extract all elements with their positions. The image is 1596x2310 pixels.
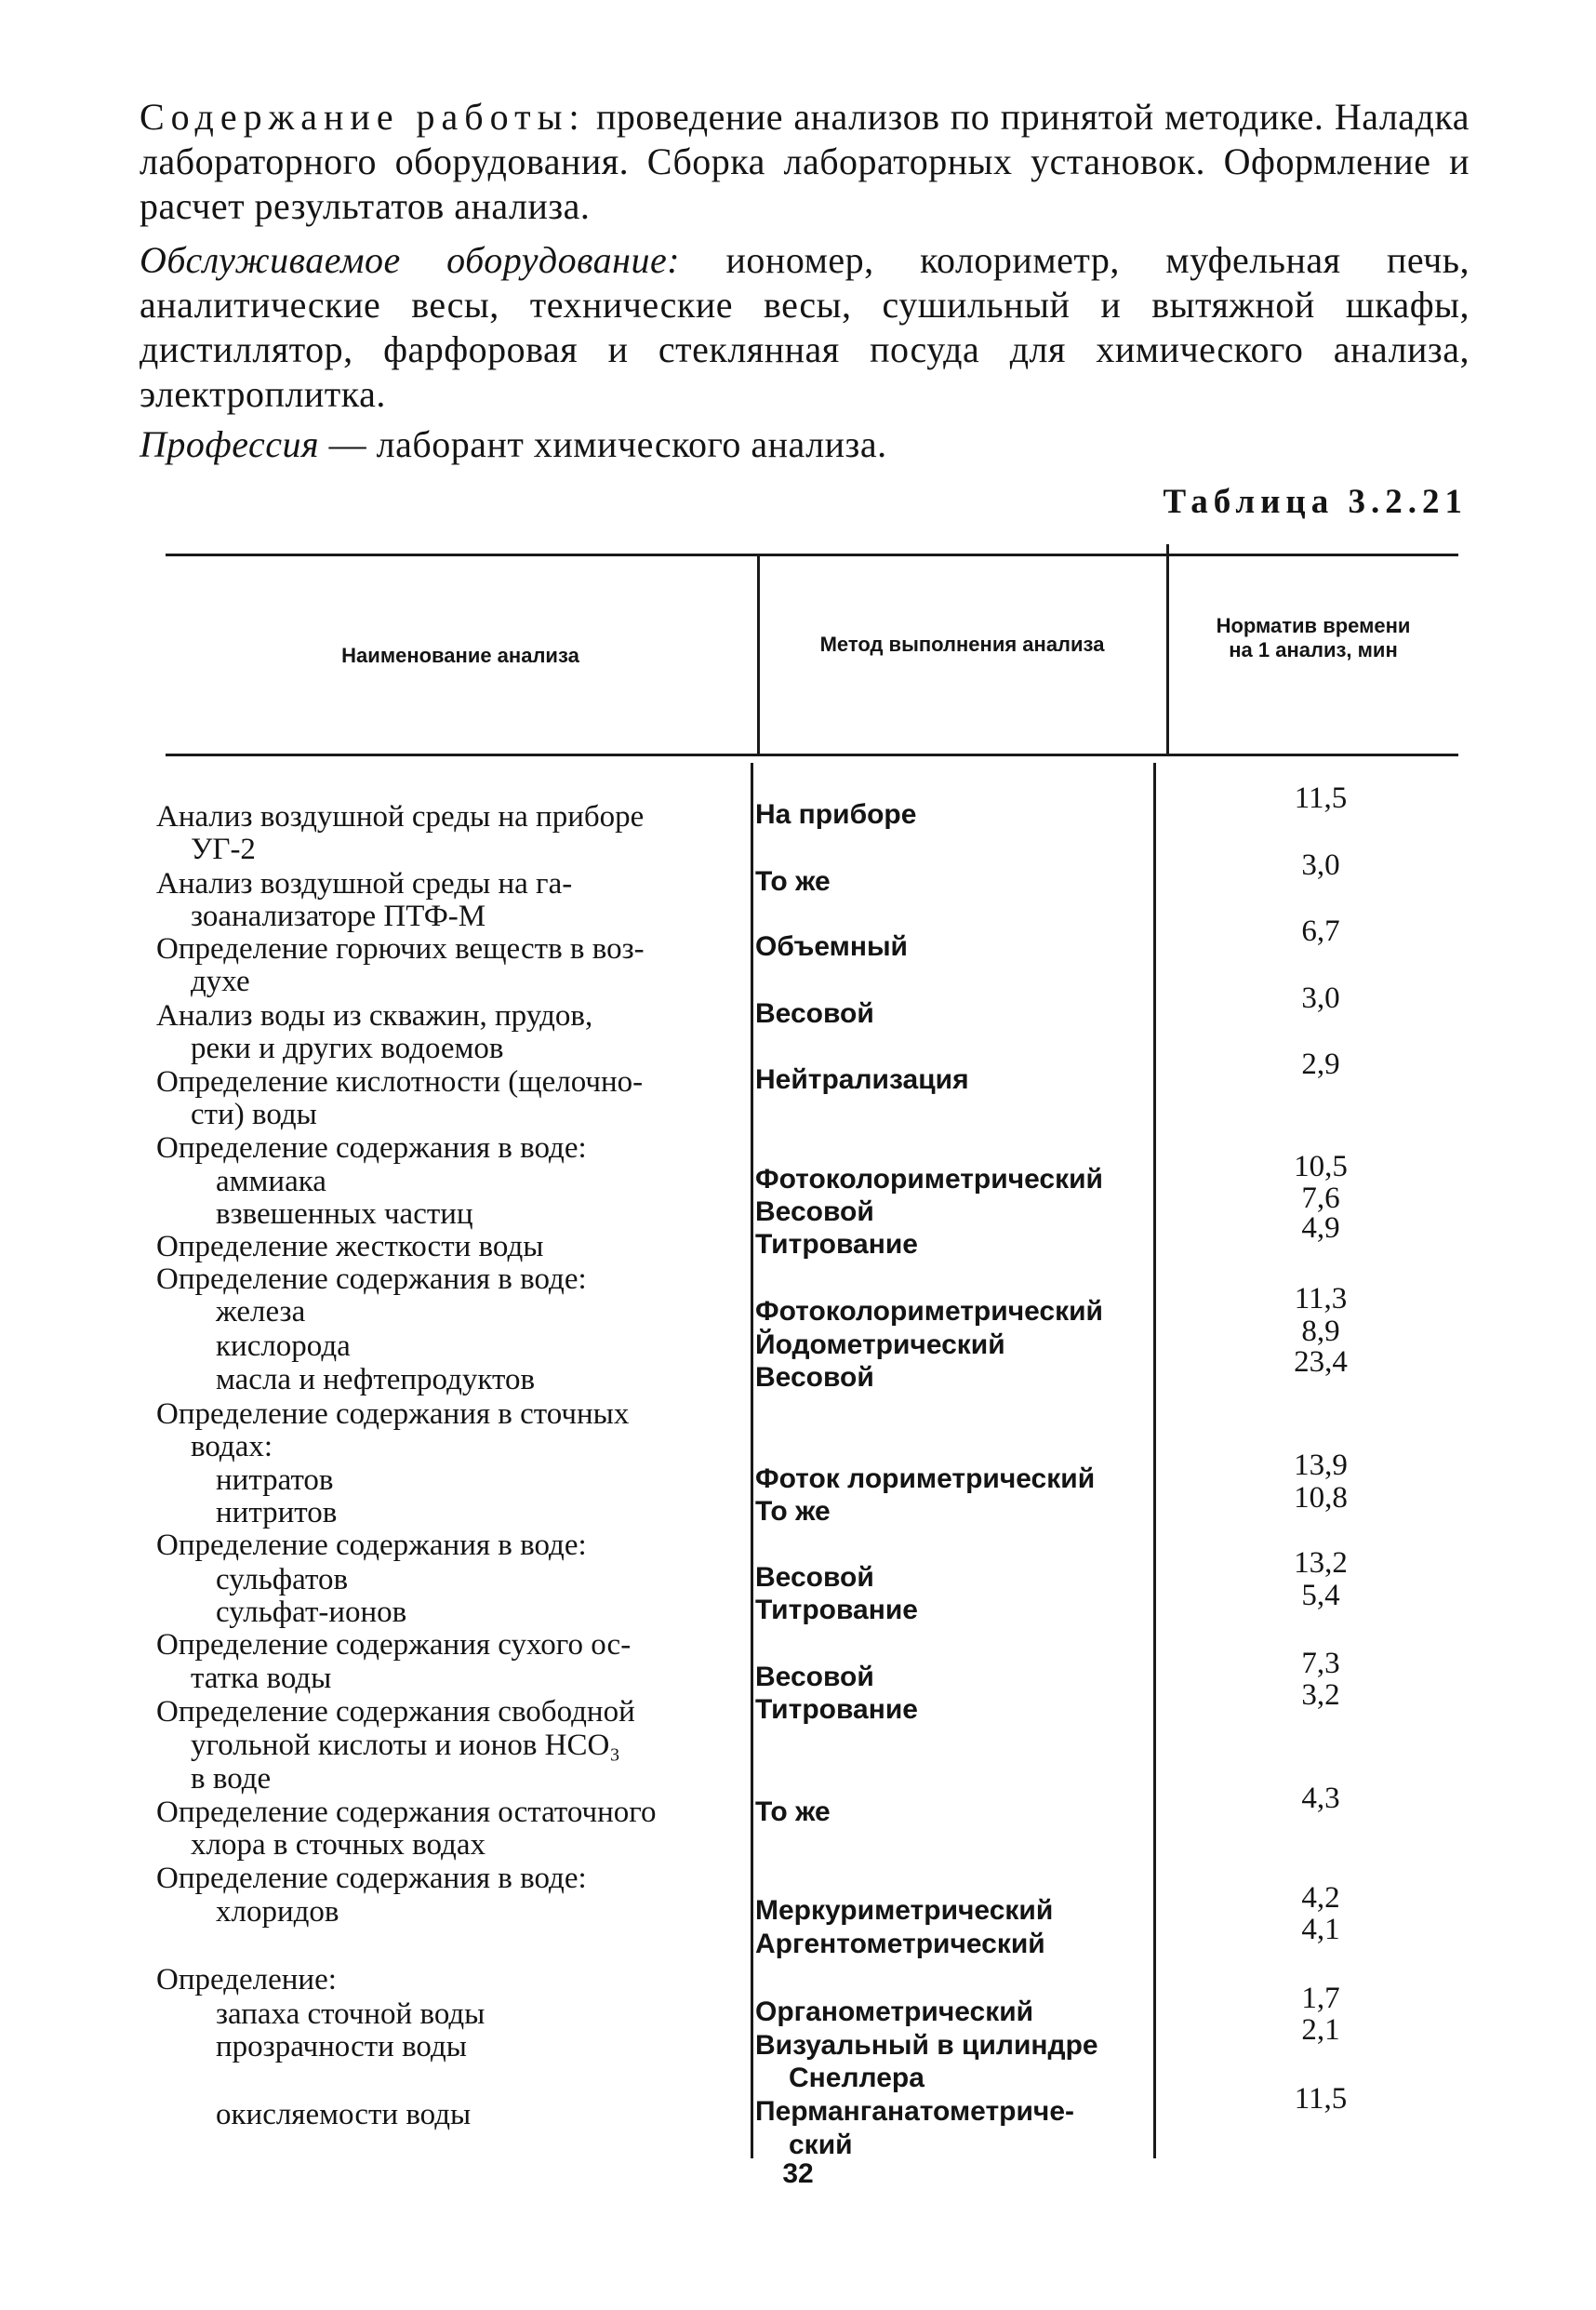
- analysis-name: нитратов: [216, 1463, 334, 1497]
- analysis-name: нитритов: [216, 1496, 338, 1529]
- table-top-rule: [166, 554, 1458, 556]
- table-header-rule: [166, 754, 1458, 756]
- time-norm: 23,4: [1294, 1345, 1348, 1379]
- analysis-method: Фоток лориметрический: [755, 1463, 1096, 1494]
- profession-text: — лаборант химического анализа.: [319, 423, 887, 465]
- analysis-name: реки и других водоемов: [191, 1032, 504, 1065]
- analysis-name: взвешенных частиц: [216, 1197, 473, 1231]
- analysis-name: запаха сточной воды: [216, 1997, 485, 2031]
- analysis-method: Весовой: [755, 998, 874, 1029]
- work-content-paragraph: [140, 95, 1470, 229]
- table-caption: Таблица 3.2.21: [1163, 483, 1468, 521]
- profession-paragraph: [140, 422, 1470, 467]
- equipment-text: иономер, колориметр, муфельная печь, аналитические весы, технические весы, сушильный и вытяжной шкафы, дистиллятор, фарфоровая и стеклянная посуда для химического анализа, электроплитка.: [140, 239, 1470, 415]
- analysis-name: сульфат-ионов: [216, 1596, 407, 1629]
- time-norm: 4,1: [1301, 1913, 1340, 1946]
- time-norm: 11,5: [1294, 781, 1348, 815]
- analysis-name: Определение содержания в сточных: [156, 1397, 630, 1431]
- analysis-name: хлоридов: [216, 1895, 339, 1929]
- analysis-name: татка воды: [191, 1662, 332, 1695]
- analysis-method: Снеллера: [789, 2063, 924, 2093]
- analysis-method: На приборе: [755, 799, 917, 830]
- work-content-text: проведение анализов по принятой методике. Наладка лабораторного оборудования. Сборка лабораторных установок. Оформление и расчет результатов анализа.: [140, 96, 1470, 227]
- analysis-method: Титрование: [755, 1595, 918, 1625]
- time-norm: 4,9: [1301, 1211, 1340, 1245]
- time-norm: 2,1: [1301, 2013, 1340, 2047]
- analysis-method: Титрование: [755, 1694, 918, 1725]
- analysis-name: УГ-2: [191, 833, 256, 866]
- body-divider-1: [751, 763, 753, 2158]
- analysis-name: духе: [191, 965, 250, 998]
- analysis-name: окисляемости воды: [216, 2098, 472, 2131]
- analysis-name: Определение жесткости воды: [156, 1230, 544, 1263]
- analysis-method: Весовой: [755, 1562, 874, 1593]
- profession-lead: Профессия: [140, 423, 320, 465]
- time-norm: 11,3: [1294, 1282, 1348, 1315]
- analysis-name: Определение содержания в воде:: [156, 1262, 587, 1296]
- analysis-method: То же: [755, 866, 831, 897]
- header-name: Наименование анализа: [341, 644, 579, 667]
- analysis-name: Определение содержания сухого ос-: [156, 1628, 632, 1662]
- analysis-name: Определение содержания остаточного: [156, 1796, 657, 1829]
- analysis-method: Органометрический: [755, 1996, 1034, 2027]
- time-norm: 8,9: [1301, 1315, 1340, 1348]
- analysis-name: прозрачности воды: [216, 2030, 467, 2063]
- time-norm: 11,5: [1294, 2082, 1348, 2116]
- body-divider-2: [1153, 763, 1156, 2158]
- time-norm: 5,4: [1301, 1579, 1340, 1612]
- time-norm: 1,7: [1301, 1982, 1340, 2015]
- equipment-lead: Обслуживаемое оборудование:: [140, 239, 681, 281]
- analysis-name: аммиака: [216, 1165, 326, 1198]
- header-norm: [1174, 614, 1453, 662]
- time-norm: 3,0: [1301, 848, 1340, 882]
- analysis-method: Аргентометрический: [755, 1929, 1045, 1959]
- analysis-name: угольной кислоты и ионов НСО₃: [191, 1729, 620, 1762]
- analysis-name: Анализ воздушной среды на га-: [156, 867, 573, 901]
- equipment-paragraph: [140, 238, 1470, 417]
- analysis-name: хлора в сточных водах: [191, 1828, 485, 1862]
- time-norm: 7,6: [1301, 1182, 1340, 1215]
- analysis-name: Определение:: [156, 1963, 337, 1996]
- analysis-method: Объемный: [755, 931, 909, 962]
- analysis-name: Определение горючих веществ в воз-: [156, 932, 645, 966]
- analysis-method: Меркуриметрический: [755, 1895, 1054, 1926]
- analysis-method: Фотоколориметрический: [755, 1164, 1103, 1195]
- header-norm-line1: Норматив времени: [1216, 614, 1411, 637]
- analysis-method: Визуальный в цилиндре: [755, 2030, 1098, 2061]
- analysis-method: Нейтрализация: [755, 1064, 969, 1095]
- time-norm: 3,0: [1301, 981, 1340, 1015]
- analysis-name: железа: [216, 1295, 306, 1329]
- time-norm: 7,3: [1301, 1647, 1340, 1680]
- analysis-method: То же: [755, 1796, 831, 1827]
- analysis-name: водах:: [191, 1430, 273, 1463]
- time-norm: 2,9: [1301, 1048, 1340, 1081]
- analysis-name: Определение содержания в воде:: [156, 1131, 587, 1165]
- analysis-name: в воде: [191, 1762, 272, 1796]
- analysis-name: Определение содержания свободной: [156, 1695, 635, 1729]
- analysis-method: Йодометрический: [755, 1329, 1005, 1360]
- analysis-method: Перманганатометриче-: [755, 2096, 1075, 2127]
- time-norm: 6,7: [1301, 915, 1340, 948]
- time-norm: 10,5: [1294, 1150, 1348, 1183]
- analysis-name: масла и нефтепродуктов: [216, 1363, 536, 1396]
- analysis-method: То же: [755, 1496, 831, 1527]
- analysis-method: Весовой: [755, 1662, 874, 1692]
- page-number: 32: [782, 2158, 814, 2189]
- analysis-method: Весовой: [755, 1362, 874, 1393]
- time-norm: 4,2: [1301, 1881, 1340, 1915]
- header-divider-1: [757, 554, 760, 754]
- analysis-name: Анализ воздушной среды на приборе: [156, 800, 645, 834]
- header-divider-2: [1166, 544, 1169, 754]
- analysis-method: Титрование: [755, 1229, 918, 1260]
- analysis-method: Весовой: [755, 1196, 874, 1227]
- analysis-name: Определение кислотности (щелочно-: [156, 1065, 644, 1099]
- work-content-lead: Содержание работы:: [140, 96, 586, 138]
- header-norm-line2: на 1 анализ, мин: [1229, 638, 1398, 661]
- analysis-name: сульфатов: [216, 1563, 349, 1596]
- analysis-name: Определение содержания в воде:: [156, 1862, 587, 1895]
- time-norm: 4,3: [1301, 1782, 1340, 1815]
- analysis-name: кислорода: [216, 1329, 351, 1363]
- time-norm: 13,2: [1294, 1546, 1348, 1580]
- analysis-name: сти) воды: [191, 1098, 317, 1131]
- header-method: Метод выполнения анализа: [819, 633, 1105, 656]
- analysis-name: Определение содержания в воде:: [156, 1529, 587, 1562]
- time-norm: 10,8: [1294, 1481, 1348, 1515]
- time-norm: 13,9: [1294, 1449, 1348, 1482]
- analysis-method: ский: [789, 2130, 853, 2160]
- analysis-name: Анализ воды из скважин, прудов,: [156, 999, 593, 1033]
- analysis-method: Фотоколориметрический: [755, 1296, 1103, 1327]
- analysis-name: зоанализаторе ПТФ-М: [191, 900, 486, 933]
- time-norm: 3,2: [1301, 1678, 1340, 1712]
